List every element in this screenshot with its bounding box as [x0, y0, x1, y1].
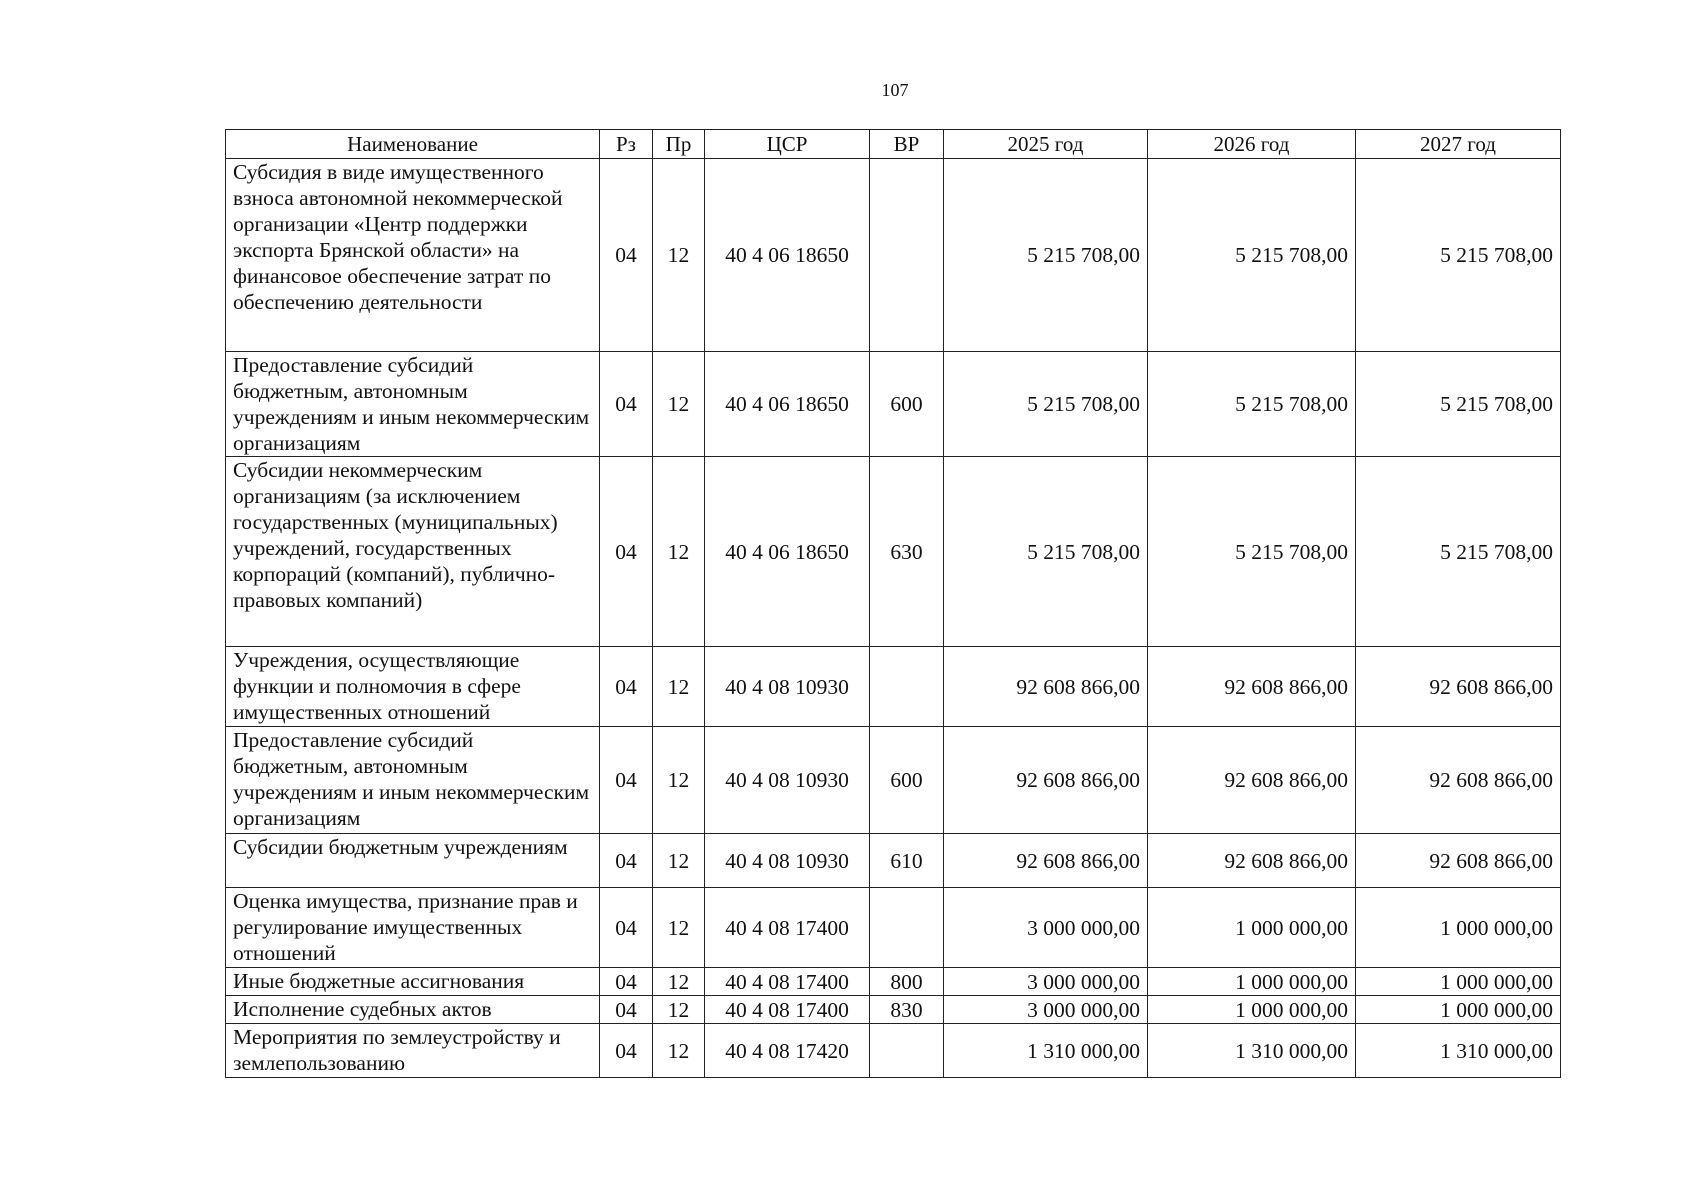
cell-2027: 92 608 866,00: [1356, 727, 1561, 834]
cell-name: Предоставление субсидий бюджетным, автономным учреждениям и иным некоммерческим организациям: [226, 727, 600, 834]
cell-2027: 5 215 708,00: [1356, 352, 1561, 457]
cell-2026: 92 608 866,00: [1148, 727, 1356, 834]
cell-vr: [870, 647, 944, 727]
table-row: [226, 968, 1561, 996]
cell-2027: 1 000 000,00: [1356, 968, 1561, 996]
header-csr: ЦСР: [705, 130, 870, 159]
cell-2025: 1 310 000,00: [944, 1024, 1148, 1078]
cell-2026: 5 215 708,00: [1148, 352, 1356, 457]
header-2026: 2026 год: [1148, 130, 1356, 159]
header-rz: Рз: [600, 130, 653, 159]
table-row: [226, 996, 1561, 1024]
cell-2027: 1 310 000,00: [1356, 1024, 1561, 1078]
table-row: [226, 1024, 1561, 1078]
cell-2025: 5 215 708,00: [944, 159, 1148, 352]
header-vr: ВР: [870, 130, 944, 159]
header-2027: 2027 год: [1356, 130, 1561, 159]
cell-pr: 12: [653, 457, 705, 647]
cell-csr: 40 4 08 17400: [705, 888, 870, 968]
cell-csr: 40 4 06 18650: [705, 352, 870, 457]
cell-rz: 04: [600, 834, 653, 888]
header-2025: 2025 год: [944, 130, 1148, 159]
cell-name: Мероприятия по землеустройству и землепользованию: [226, 1024, 600, 1078]
cell-rz: 04: [600, 727, 653, 834]
cell-rz: 04: [600, 1024, 653, 1078]
cell-name: Субсидии бюджетным учреждениям: [226, 834, 600, 888]
cell-rz: 04: [600, 888, 653, 968]
page-number: 107: [881, 80, 909, 100]
table-row: [226, 457, 1561, 647]
cell-pr: 12: [653, 352, 705, 457]
cell-2025: 92 608 866,00: [944, 647, 1148, 727]
cell-vr: [870, 1024, 944, 1078]
cell-rz: 04: [600, 159, 653, 352]
cell-name: Учреждения, осуществляющие функции и полномочия в сфере имущественных отношений: [226, 647, 600, 727]
header-name: Наименование: [226, 130, 600, 159]
cell-2027: 92 608 866,00: [1356, 834, 1561, 888]
cell-pr: 12: [653, 727, 705, 834]
cell-pr: 12: [653, 647, 705, 727]
cell-pr: 12: [653, 888, 705, 968]
cell-rz: 04: [600, 968, 653, 996]
cell-2025: 92 608 866,00: [944, 727, 1148, 834]
cell-csr: 40 4 06 18650: [705, 159, 870, 352]
cell-csr: 40 4 08 17400: [705, 996, 870, 1024]
cell-2026: 1 310 000,00: [1148, 1024, 1356, 1078]
cell-rz: 04: [600, 457, 653, 647]
cell-2025: 3 000 000,00: [944, 888, 1148, 968]
cell-2026: 1 000 000,00: [1148, 888, 1356, 968]
cell-name: Субсидии некоммерческим организациям (за исключением государственных (муниципальных) учреждений, государственных корпораций (компаний), публично-правовых компаний): [226, 457, 600, 647]
cell-pr: 12: [653, 1024, 705, 1078]
cell-2027: 92 608 866,00: [1356, 647, 1561, 727]
cell-pr: 12: [653, 996, 705, 1024]
cell-2027: 5 215 708,00: [1356, 159, 1561, 352]
table-row: [226, 834, 1561, 888]
table-header-row: [226, 130, 1561, 159]
cell-2025: 92 608 866,00: [944, 834, 1148, 888]
cell-2025: 5 215 708,00: [944, 457, 1148, 647]
cell-csr: 40 4 08 17420: [705, 1024, 870, 1078]
cell-vr: 630: [870, 457, 944, 647]
cell-2026: 5 215 708,00: [1148, 159, 1356, 352]
budget-table: [225, 129, 1561, 1078]
table-row: [226, 727, 1561, 834]
cell-csr: 40 4 08 10930: [705, 647, 870, 727]
cell-2025: 3 000 000,00: [944, 968, 1148, 996]
cell-name: Оценка имущества, признание прав и регулирование имущественных отношений: [226, 888, 600, 968]
cell-2026: 92 608 866,00: [1148, 647, 1356, 727]
cell-rz: 04: [600, 996, 653, 1024]
cell-2027: 1 000 000,00: [1356, 888, 1561, 968]
cell-vr: 610: [870, 834, 944, 888]
cell-2026: 1 000 000,00: [1148, 996, 1356, 1024]
cell-vr: [870, 888, 944, 968]
table-row: [226, 888, 1561, 968]
cell-rz: 04: [600, 352, 653, 457]
table-row: [226, 647, 1561, 727]
cell-vr: 600: [870, 352, 944, 457]
cell-pr: 12: [653, 834, 705, 888]
cell-name: Иные бюджетные ассигнования: [226, 968, 600, 996]
cell-rz: 04: [600, 647, 653, 727]
cell-name: Субсидия в виде имущественного взноса автономной некоммерческой организации «Центр поддержки экспорта Брянской области» на финансовое обеспечение затрат по обеспечению деятельности: [226, 159, 600, 352]
table-row: [226, 352, 1561, 457]
cell-2027: 1 000 000,00: [1356, 996, 1561, 1024]
cell-2025: 5 215 708,00: [944, 352, 1148, 457]
cell-pr: 12: [653, 968, 705, 996]
cell-name: Исполнение судебных актов: [226, 996, 600, 1024]
cell-2026: 1 000 000,00: [1148, 968, 1356, 996]
table-row: [226, 159, 1561, 352]
cell-2026: 92 608 866,00: [1148, 834, 1356, 888]
cell-pr: 12: [653, 159, 705, 352]
cell-2025: 3 000 000,00: [944, 996, 1148, 1024]
cell-vr: 600: [870, 727, 944, 834]
cell-2027: 5 215 708,00: [1356, 457, 1561, 647]
cell-vr: 800: [870, 968, 944, 996]
cell-csr: 40 4 08 17400: [705, 968, 870, 996]
cell-csr: 40 4 08 10930: [705, 834, 870, 888]
cell-csr: 40 4 08 10930: [705, 727, 870, 834]
cell-csr: 40 4 06 18650: [705, 457, 870, 647]
header-pr: Пр: [653, 130, 705, 159]
cell-2026: 5 215 708,00: [1148, 457, 1356, 647]
cell-name: Предоставление субсидий бюджетным, автономным учреждениям и иным некоммерческим организациям: [226, 352, 600, 457]
cell-vr: 830: [870, 996, 944, 1024]
cell-vr: [870, 159, 944, 352]
